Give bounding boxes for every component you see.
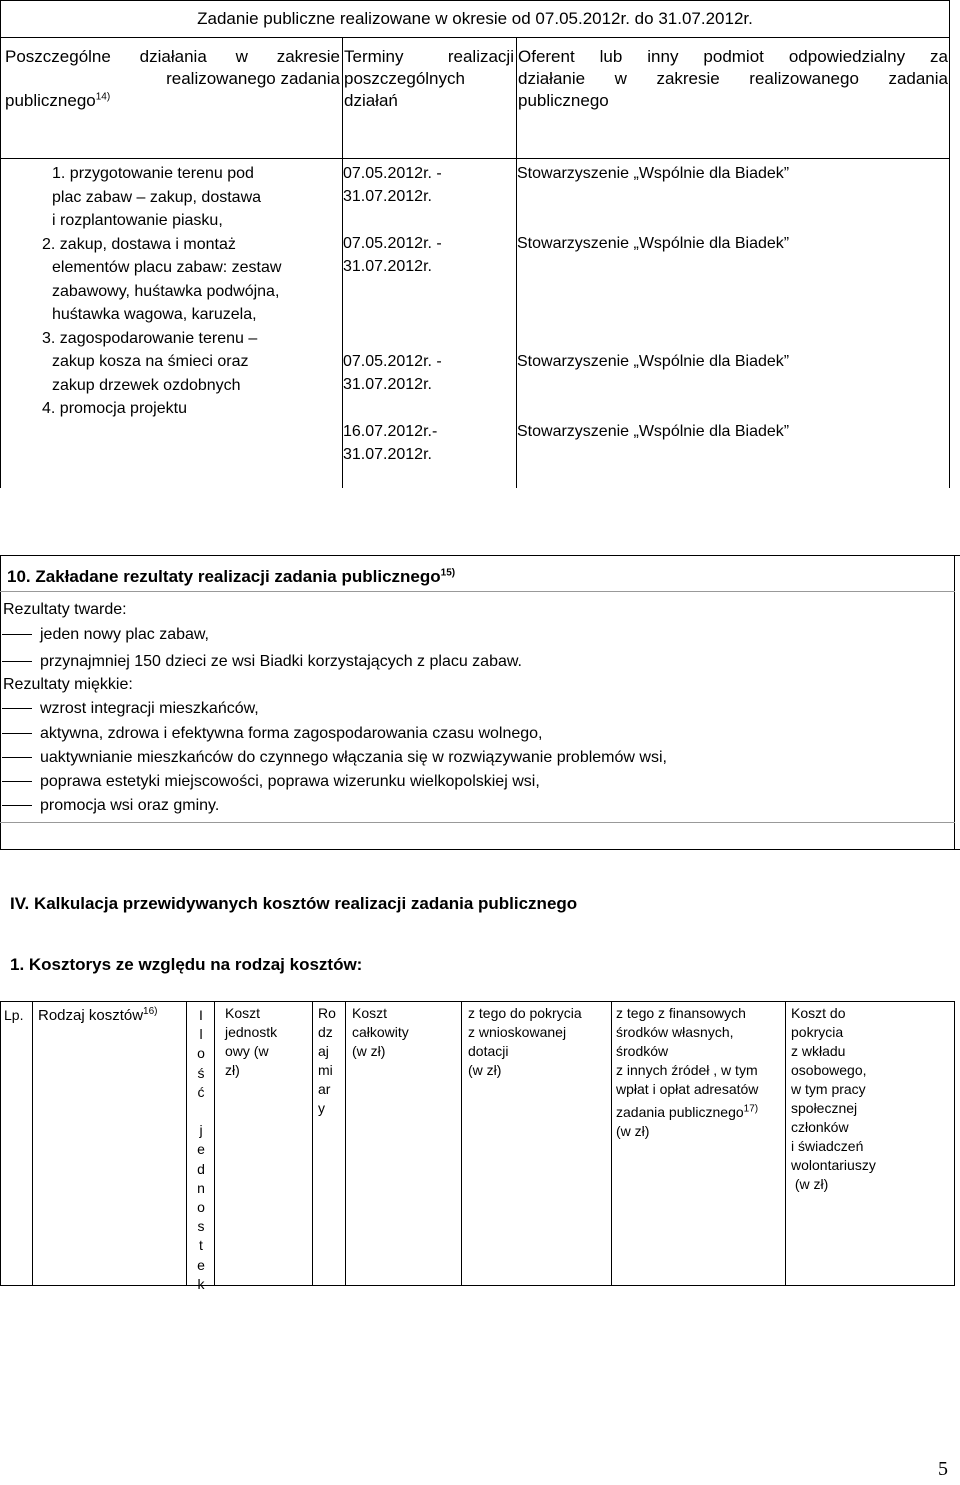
col-unit-type: Ro dz aj mi ar y bbox=[318, 1005, 336, 1116]
dash-bullet bbox=[2, 757, 32, 758]
date-range: 07.05.2012r. - 31.07.2012r. bbox=[343, 353, 442, 393]
responsible-org: Stowarzyszenie „Wspólnie dla Biadek” bbox=[517, 235, 790, 252]
col-dates-header: Terminy realizacji poszczególnych działań bbox=[344, 47, 514, 110]
hard-results-label: Rezultaty twarde: bbox=[3, 601, 127, 618]
page-number: 5 bbox=[938, 1458, 948, 1480]
responsible-org: Stowarzyszenie „Wspólnie dla Biadek” bbox=[517, 353, 790, 370]
period-header: Zadanie publiczne realizowane w okresie od 07.05.2012r. do 31.07.2012r. bbox=[197, 9, 753, 28]
col-quantity: I l o ś ć j e d n o s t e k bbox=[197, 1007, 205, 1292]
soft-result-item: promocja wsi oraz gminy. bbox=[40, 797, 220, 814]
hard-result-item: przynajmniej 150 dzieci ze wsi Biadki korzystających z placu zabaw. bbox=[40, 653, 522, 670]
col-lp: Lp. bbox=[4, 1007, 24, 1023]
col-grant-share: z tego do pokrycia z wnioskowanej dotacji (w zł) bbox=[468, 1005, 582, 1078]
dash-bullet bbox=[2, 661, 32, 662]
soft-result-item: poprawa estetyki miejscowości, poprawa wizerunku wielkopolskiej wsi, bbox=[40, 773, 540, 790]
dash-bullet bbox=[2, 634, 32, 635]
dash-bullet bbox=[2, 708, 32, 709]
hard-result-item: jeden nowy plac zabaw, bbox=[40, 626, 209, 643]
soft-result-item: uaktywnianie mieszkańców do czynnego włączania się w rozwiązywanie problemów wsi, bbox=[40, 749, 667, 766]
section-iv-title: IV. Kalkulacja przewidywanych kosztów realizacji zadania publicznego bbox=[10, 894, 578, 913]
activity-item: 1. przygotowanie terenu pod plac zabaw – zakup, dostawa i rozplantowanie piasku, 2. zakup, dostawa i montaż elementów placu zabaw: zestaw zabawowy, huśtawka podwójna, huśtawka wagowa, karuzela, 3. zagospodarowanie terenu – zakup kosza na śmieci oraz zakup drzewek ozdobnych 4. promocja projektu bbox=[42, 165, 282, 417]
date-range: 07.05.2012r. - 31.07.2012r. bbox=[343, 165, 442, 205]
dash-bullet bbox=[2, 805, 32, 806]
responsible-org: Stowarzyszenie „Wspólnie dla Biadek” bbox=[517, 165, 790, 182]
soft-results-label: Rezultaty miękkie: bbox=[3, 676, 133, 693]
col-in-kind: Koszt do pokrycia z wkładu osobowego, w tym pracy społecznej członków i świadczeń wolontariuszy (w zł) bbox=[791, 1005, 876, 1192]
date-range: 07.05.2012r. - 31.07.2012r. bbox=[343, 235, 442, 275]
results-heading: 10. Zakładane rezultaty realizacji zadania publicznego$^{15)}$ bbox=[7, 567, 456, 586]
col-cost-type: Rodzaj kosztów$^{16)}$ bbox=[38, 1006, 158, 1024]
col-total-cost: Koszt całkowity (w zł) bbox=[352, 1005, 409, 1059]
col-activities-header: Poszczególne działania w zakresie realizowanego zadania publicznego$^{14)}$ bbox=[5, 47, 340, 110]
col-unit-cost: Koszt jednostk owy (w zł) bbox=[225, 1005, 278, 1078]
col-own-funds: z tego z finansowych środków własnych, środków z innych źródeł , w tym wpłat i opłat adresatów zadania publicznego$^{17)}$ (w zł) bbox=[616, 1005, 759, 1139]
col-responsible-header: Oferent lub inny podmiot odpowiedzialny za działanie w zakresie realizowanego zadania publicznego bbox=[518, 47, 948, 110]
soft-result-item: wzrost integracji mieszkańców, bbox=[40, 700, 259, 717]
responsible-org: Stowarzyszenie „Wspólnie dla Biadek” bbox=[517, 423, 790, 440]
soft-result-item: aktywna, zdrowa i efektywna forma zagospodarowania czasu wolnego, bbox=[40, 725, 543, 742]
date-range: 16.07.2012r.- 31.07.2012r. bbox=[343, 423, 438, 463]
dash-bullet bbox=[2, 733, 32, 734]
dash-bullet bbox=[2, 781, 32, 782]
cost-heading: 1. Kosztorys ze względu na rodzaj kosztów: bbox=[10, 955, 363, 974]
